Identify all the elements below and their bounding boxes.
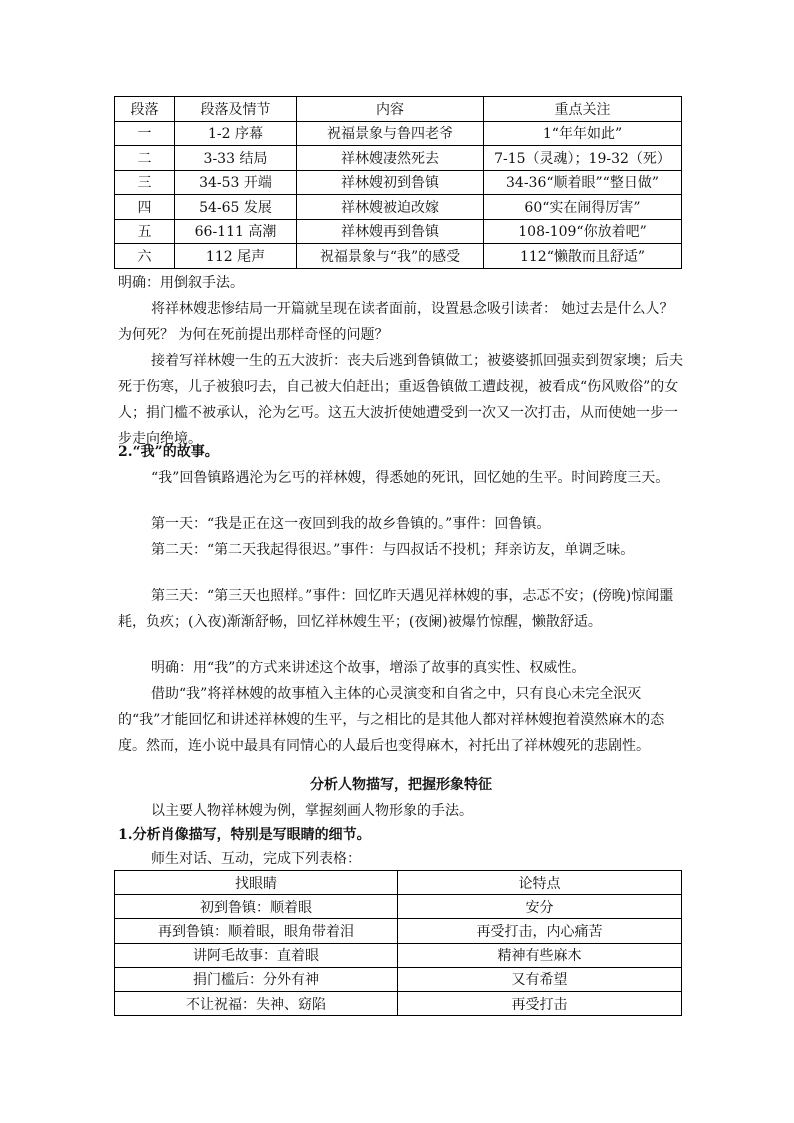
table-header-cell: 段落及情节: [175, 97, 297, 122]
table-cell: 二: [115, 146, 175, 171]
paragraph: 第一天：“我是正在这一夜回到我的故乡鲁镇的。”事件：回鲁镇。: [151, 516, 551, 532]
table-cell: 再到鲁镇：顺着眼，眼角带着泪: [115, 919, 398, 943]
paragraph: 以主要人物祥林嫂为例，掌握刻画人物形象的手法。: [151, 803, 473, 819]
table-cell: 3-33 结局: [175, 146, 297, 171]
table-row: [115, 244, 682, 269]
table-header-row: [115, 97, 682, 122]
paragraph: 接着写祥林嫂一生的五大波折：丧夫后逃到鲁镇做工；被婆婆抓回强卖到贺家墺；后夫死于伤寒，儿子被狼叼去，自己被大伯赶出；重返鲁镇做工遭歧视，被看成“伤风败俗”的女人；捐门槛不被承认，沦为乞丐。这五大波折使她遭受到一次又一次打击，从而使她一步一步走向绝境。: [118, 353, 683, 447]
section-heading: 1.分析肖像描写，特别是写眼睛的细节。: [118, 827, 371, 843]
table-row: [115, 121, 682, 146]
paragraph: “我”回鲁镇路遇沦为乞丐的祥林嫂，得悉她的死讯，回忆她的生平。时间跨度三天。: [151, 470, 670, 486]
table-cell: 捐门槛后：分外有神: [115, 967, 398, 991]
paragraph: 明确：用倒叙手法。: [118, 275, 244, 291]
table-cell: 66-111 高潮: [175, 219, 297, 244]
table-cell: 112“懒散而且舒适”: [484, 244, 682, 269]
table-row: [115, 195, 682, 220]
table-cell: 不让祝福：失神、窈陷: [115, 991, 398, 1015]
table-cell: 祥林嫂初到鲁镇: [297, 170, 484, 195]
table-header-row: [115, 871, 682, 895]
paragraph: 师生对话、互动，完成下列表格：: [151, 851, 361, 867]
paragraph: 第三天：“第三天也照样。”事件：回忆昨天遇见祥林嫂的事，忐忑不安；(傍晚)惊闻噩耗，负疚；(入夜)渐渐舒畅，回忆祥林嫂生平；(夜阑)被爆竹惊醒，懒散舒适。: [118, 588, 674, 630]
table-header-cell: 内容: [297, 97, 484, 122]
table-cell: 34-36“顺着眼”“整日做”: [484, 170, 682, 195]
table-cell: 60“实在闹得厉害”: [484, 195, 682, 220]
table-cell: 精神有些麻木: [398, 943, 682, 967]
table-row: [115, 967, 682, 991]
table-cell: 又有希望: [398, 967, 682, 991]
table-row: [115, 943, 682, 967]
table-cell: 1-2 序幕: [175, 121, 297, 146]
table-cell: 1“年年如此”: [484, 121, 682, 146]
table-cell: 54-65 发展: [175, 195, 297, 220]
table-cell: 再受打击: [398, 991, 682, 1015]
table-row: [115, 146, 682, 171]
section-heading: 2.“我”的故事。: [118, 444, 219, 460]
table-cell: 讲阿毛故事：直着眼: [115, 943, 398, 967]
table-row: [115, 991, 682, 1015]
paragraph: 明确：用“我”的方式来讲述这个故事，增添了故事的真实性、权威性。: [151, 660, 586, 676]
table-row: [115, 219, 682, 244]
table-row: [115, 919, 682, 943]
table-cell: 一: [115, 121, 175, 146]
table-cell: 四: [115, 195, 175, 220]
table-cell: 祥林嫂再到鲁镇: [297, 219, 484, 244]
table-cell: 再受打击，内心痛苦: [398, 919, 682, 943]
table-cell: 祥林嫂被迫改嫁: [297, 195, 484, 220]
table-cell: 六: [115, 244, 175, 269]
table-row: [115, 170, 682, 195]
plot-structure-table: [114, 96, 682, 269]
table-header-cell: 论特点: [398, 871, 682, 895]
table-cell: 三: [115, 170, 175, 195]
table-row: [115, 895, 682, 919]
table-cell: 祥林嫂凄然死去: [297, 146, 484, 171]
table-cell: 祝福景象与“我”的感受: [297, 244, 484, 269]
table-cell: 安分: [398, 895, 682, 919]
table-cell: 108-109“你放着吧”: [484, 219, 682, 244]
table-header-cell: 重点关注: [484, 97, 682, 122]
section-title: 分析人物描写，把握形象特征: [310, 777, 492, 793]
table-cell: 7-15（灵魂）；19-32（死）: [484, 146, 682, 171]
table-cell: 112 尾声: [175, 244, 297, 269]
table-header-cell: 段落: [115, 97, 175, 122]
table-header-cell: 找眼睛: [115, 871, 398, 895]
paragraph: 第二天：“第二天我起得很迟。”事件：与四叔话不投机；拜亲访友，单调乏味。: [151, 542, 635, 558]
paragraph: 借助“我”将祥林嫂的故事植入主体的心灵演变和自省之中，只有良心未完全泯灭的“我”才能回忆和讲述祥林嫂的生平，与之相比的是其他人都对祥林嫂抱着漠然麻木的态度。然而，连小说中最具有同情心的人最后也变得麻木，衬托出了祥林嫂死的悲剧性。: [118, 686, 665, 754]
table-cell: 初到鲁镇：顺着眼: [115, 895, 398, 919]
table-cell: 祝福景象与鲁四老爷: [297, 121, 484, 146]
table-cell: 34-53 开端: [175, 170, 297, 195]
paragraph: 将祥林嫂悲惨结局一开篇就呈现在读者面前，设置悬念吸引读者： 她过去是什么人？ 为何死？ 为何在死前提出那样奇怪的问题？: [118, 301, 674, 343]
table-cell: 五: [115, 219, 175, 244]
eye-description-table: [114, 870, 682, 1016]
